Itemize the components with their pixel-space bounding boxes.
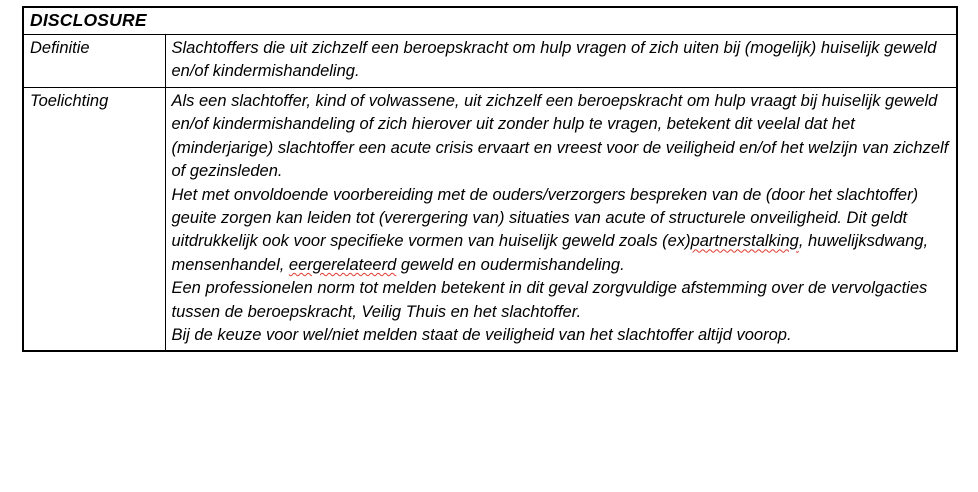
spellcheck-flagged-word: partnerstalking	[690, 232, 799, 251]
text-run: Als een slachtoffer, kind of volwassene, uit zichzelf een beroepskracht om hulp vraagt bij huiselijk geweld en/of kindermishandeling of zich hierover uit zonder hulp te vragen, betekent dit veelal dat het (minderjarige) slachtoffer een acute crisis ervaart en vreest voor de veiligheid en/of het welzijn van zichzelf of gezinsleden.	[171, 91, 949, 181]
text-run: , huwelijksdwang, mensenhandel,	[171, 232, 929, 274]
paragraph	[172, 184, 951, 278]
table-body	[23, 7, 957, 351]
text-run: Een professionelen norm tot melden betekent in dit geval zorgvuldige afstemming over de vervolgacties tussen de beroepskracht, Veilig Thuis en het slachtoffer.	[171, 279, 928, 321]
row-label-definitie: Definitie	[23, 35, 165, 88]
text-run: Slachtoffers die uit zichzelf een beroepskracht om hulp vragen of zich uiten bij (mogelijk) huiselijk geweld en/of kindermishandeling.	[171, 39, 937, 81]
row-label-toelichting: Toelichting	[23, 87, 165, 351]
text-run: Het met onvoldoende voorbereiding met de ouders/verzorgers bespreken van de (door het slachtoffer) geuite zorgen kan leiden tot (verergering van) situaties van acute of structurele onveiligheid. Dit geldt uitdrukkelijk ook voor specifieke vormen van huiselijk geweld zoals (ex)	[171, 185, 919, 251]
table-row	[23, 35, 957, 88]
text-run: geweld en oudermishandeling.	[396, 255, 625, 274]
row-body-definitie	[165, 35, 957, 88]
table-row	[23, 87, 957, 351]
paragraph	[172, 277, 951, 324]
spellcheck-flagged-word: eergerelateerd	[288, 255, 397, 274]
row-body-toelichting	[165, 87, 957, 351]
paragraph	[172, 37, 951, 84]
paragraph	[172, 324, 951, 347]
document-title: DISCLOSURE	[23, 7, 957, 35]
disclosure-table	[22, 6, 958, 352]
text-run: Bij de keuze voor wel/niet melden staat de veiligheid van het slachtoffer altijd voorop.	[171, 326, 792, 345]
paragraph	[172, 90, 951, 184]
table-row-header	[23, 7, 957, 35]
